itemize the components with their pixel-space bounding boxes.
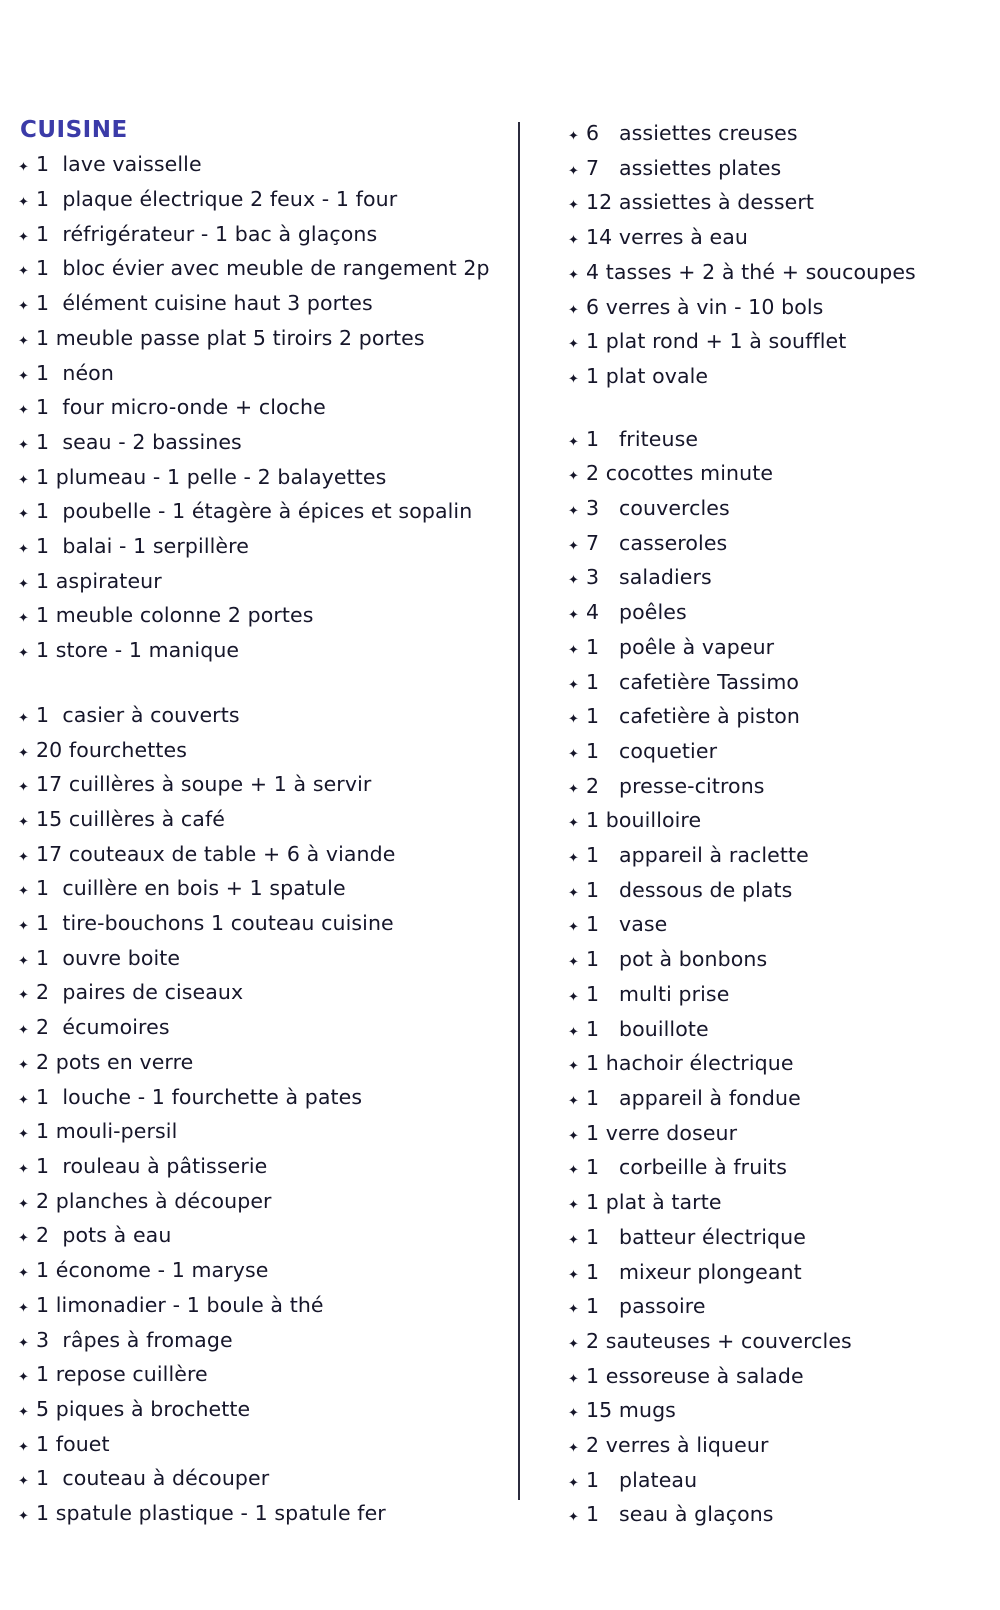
list-item-label: 1 plat à tarte <box>586 1190 722 1215</box>
bullet-icon: ✦ <box>18 229 29 245</box>
list-item <box>18 769 512 804</box>
list-item <box>568 875 992 910</box>
list-item <box>568 1361 992 1396</box>
list-item <box>568 1395 992 1430</box>
list-item-label: 1 store - 1 manique <box>36 638 240 663</box>
bullet-icon: ✦ <box>568 434 579 450</box>
list-item <box>568 118 992 153</box>
list-item-label: 1 plat rond + 1 à soufflet <box>586 329 847 354</box>
list-item-label: 1 vase <box>586 912 668 937</box>
bullet-icon: ✦ <box>18 1127 29 1143</box>
list-item-label: 3 saladiers <box>586 565 712 590</box>
list-item <box>18 1220 512 1255</box>
list-item-label: 1 poubelle - 1 étagère à épices et sopalin <box>36 499 473 524</box>
list-item <box>568 292 992 327</box>
list-item <box>568 1118 992 1153</box>
list-item-label: 1 économe - 1 maryse <box>36 1258 269 1283</box>
bullet-icon: ✦ <box>568 163 579 179</box>
list-item-label: 1 élément cuisine haut 3 portes <box>36 291 373 316</box>
list-item <box>568 1152 992 1187</box>
list-item-label: 14 verres à eau <box>586 225 748 250</box>
list-item <box>568 1430 992 1465</box>
bullet-icon: ✦ <box>18 1092 29 1108</box>
list-item <box>18 1498 512 1533</box>
list-item-label: 1 plaque électrique 2 feux - 1 four <box>36 187 398 211</box>
bullet-icon: ✦ <box>18 264 29 280</box>
list-item-label: 1 friteuse <box>586 426 699 451</box>
bullet-icon: ✦ <box>18 195 29 210</box>
list-item-label: 1 seau - 2 bassines <box>36 429 242 454</box>
list-item-label: 2 sauteuses + couvercles <box>586 1328 852 1353</box>
list-item-label: 1 bouilloire <box>586 808 702 833</box>
inventory-columns <box>0 118 1000 1534</box>
bullet-icon: ✦ <box>568 989 579 1005</box>
list-item <box>568 979 992 1014</box>
list-item-label: 1 meuble passe plat 5 tiroirs 2 portes <box>36 325 425 350</box>
bullet-icon: ✦ <box>18 1196 29 1212</box>
bullet-icon: ✦ <box>568 642 579 658</box>
list-item-label: 1 tire-bouchons 1 couteau cuisine <box>36 911 394 936</box>
list-item-label: 2 paires de ciseaux <box>36 980 244 1005</box>
bullet-icon: ✦ <box>18 611 29 627</box>
bullet-icon: ✦ <box>568 371 579 387</box>
bullet-icon: ✦ <box>568 885 579 901</box>
bullet-icon: ✦ <box>18 160 29 176</box>
list-item-label: 1 seau à glaçons <box>586 1502 774 1527</box>
list-item <box>18 1394 512 1429</box>
list-item-label: 2 cocottes minute <box>586 461 774 486</box>
list-item-label: 1 hachoir électrique <box>586 1051 794 1076</box>
list-item-label: 1 fouet <box>36 1431 110 1456</box>
list-item <box>18 1047 512 1082</box>
bullet-icon: ✦ <box>568 129 579 144</box>
list-item <box>568 153 992 188</box>
list-item-label: 1 plat ovale <box>586 363 709 388</box>
bullet-icon: ✦ <box>568 1441 579 1457</box>
list-item <box>18 288 512 323</box>
list-item <box>568 1465 992 1500</box>
list-item-label: 7 assiettes plates <box>586 155 782 180</box>
list-item-label: 15 cuillères à café <box>36 806 225 831</box>
list-item <box>568 562 992 597</box>
list-item <box>18 1463 512 1498</box>
list-item <box>18 392 512 427</box>
list-item-label: 1 verre doseur <box>586 1120 738 1145</box>
list-item <box>568 222 992 257</box>
list-item-label: 1 multi prise <box>586 981 730 1006</box>
bullet-icon: ✦ <box>568 573 579 589</box>
bullet-icon: ✦ <box>18 780 29 796</box>
list-item <box>18 496 512 531</box>
left-list-group-1 <box>18 149 512 670</box>
list-item <box>18 184 512 219</box>
list-item <box>18 531 512 566</box>
list-item <box>568 701 992 736</box>
list-item-label: 2 presse-citrons <box>586 773 765 798</box>
bullet-icon: ✦ <box>18 814 29 830</box>
list-item-label: 6 assiettes creuses <box>586 121 798 145</box>
bullet-icon: ✦ <box>18 1300 29 1316</box>
bullet-icon: ✦ <box>18 1509 29 1525</box>
bullet-icon: ✦ <box>18 849 29 865</box>
list-item <box>568 805 992 840</box>
list-item <box>568 1257 992 1292</box>
list-item <box>18 804 512 839</box>
list-item <box>568 361 992 396</box>
bullet-icon: ✦ <box>568 851 579 867</box>
list-item-label: 1 spatule plastique - 1 spatule fer <box>36 1501 386 1526</box>
bullet-icon: ✦ <box>568 469 579 485</box>
list-item <box>18 358 512 393</box>
list-item <box>568 424 992 459</box>
list-item <box>18 462 512 497</box>
right-list-group-1 <box>568 118 992 396</box>
bullet-icon: ✦ <box>18 299 29 315</box>
list-item <box>568 632 992 667</box>
list-item-label: 1 plateau <box>586 1467 698 1492</box>
list-item <box>18 1116 512 1151</box>
list-item-label: 3 couvercles <box>586 496 730 521</box>
list-item <box>18 600 512 635</box>
bullet-icon: ✦ <box>18 542 29 558</box>
bullet-icon: ✦ <box>18 333 29 349</box>
bullet-icon: ✦ <box>18 1023 29 1039</box>
list-item-label: 1 ouvre boite <box>36 945 181 970</box>
bullet-icon: ✦ <box>18 403 29 419</box>
bullet-icon: ✦ <box>18 988 29 1004</box>
list-item <box>568 771 992 806</box>
list-item <box>568 1014 992 1049</box>
list-item-label: 1 cafetière à piston <box>586 704 800 729</box>
list-item-label: 2 écumoires <box>36 1015 170 1040</box>
bullet-icon: ✦ <box>568 1024 579 1040</box>
list-item <box>18 219 512 254</box>
list-item <box>568 667 992 702</box>
list-item-label: 1 four micro-onde + cloche <box>36 395 326 420</box>
bullet-icon: ✦ <box>568 1163 579 1179</box>
bullet-icon: ✦ <box>568 198 579 214</box>
list-item <box>18 839 512 874</box>
list-item <box>568 1083 992 1118</box>
bullet-icon: ✦ <box>18 368 29 384</box>
list-item-label: 1 réfrigérateur - 1 bac à glaçons <box>36 221 378 246</box>
list-item-label: 7 casseroles <box>586 530 728 555</box>
list-item <box>568 1048 992 1083</box>
list-item <box>18 1290 512 1325</box>
list-item-label: 1 limonadier - 1 boule à thé <box>36 1292 324 1317</box>
list-item-label: 1 bloc évier avec meuble de rangement 2p <box>36 256 490 281</box>
list-item-label: 5 piques à brochette <box>36 1396 251 1421</box>
list-item-label: 3 râpes à fromage <box>36 1327 233 1352</box>
list-item-label: 4 tasses + 2 à thé + soucoupes <box>586 259 916 284</box>
list-item <box>18 1082 512 1117</box>
list-item-label: 1 casier à couverts <box>36 702 240 727</box>
list-item <box>568 187 992 222</box>
bullet-icon: ✦ <box>568 1128 579 1144</box>
list-item-label: 1 corbeille à fruits <box>586 1155 788 1180</box>
bullet-icon: ✦ <box>568 504 579 520</box>
page-title: CUISINE <box>20 117 128 143</box>
list-item <box>18 1151 512 1186</box>
bullet-icon: ✦ <box>18 1404 29 1420</box>
bullet-icon: ✦ <box>568 1198 579 1214</box>
bullet-icon: ✦ <box>568 1093 579 1109</box>
bullet-icon: ✦ <box>568 1232 579 1248</box>
list-item-label: 1 néon <box>36 360 114 385</box>
list-item-label: 1 appareil à fondue <box>586 1085 801 1110</box>
bullet-icon: ✦ <box>568 337 579 353</box>
bullet-icon: ✦ <box>18 1057 29 1073</box>
list-item-label: 1 mouli-persil <box>36 1119 178 1144</box>
bullet-icon: ✦ <box>18 884 29 900</box>
list-item <box>18 873 512 908</box>
list-item <box>18 253 512 288</box>
group-spacer <box>568 396 992 424</box>
list-item <box>18 943 512 978</box>
list-item <box>18 149 512 184</box>
list-item-label: 1 balai - 1 serpillère <box>36 534 249 559</box>
list-item <box>18 427 512 462</box>
list-item-label: 1 louche - 1 fourchette à pates <box>36 1084 363 1109</box>
list-item-label: 20 fourchettes <box>36 737 187 762</box>
bullet-icon: ✦ <box>568 608 579 624</box>
list-item <box>568 1222 992 1257</box>
list-item-label: 1 lave vaisselle <box>36 152 202 177</box>
bullet-icon: ✦ <box>568 1336 579 1352</box>
list-item-label: 1 cafetière Tassimo <box>586 669 800 694</box>
bullet-icon: ✦ <box>568 1510 579 1526</box>
list-item-label: 6 verres à vin - 10 bols <box>586 294 824 319</box>
list-item-label: 1 bouillote <box>586 1016 709 1041</box>
list-item <box>18 1429 512 1464</box>
bullet-icon: ✦ <box>568 920 579 936</box>
bullet-icon: ✦ <box>18 472 29 488</box>
bullet-icon: ✦ <box>18 919 29 935</box>
list-item-label: 15 mugs <box>586 1398 676 1423</box>
list-item <box>568 909 992 944</box>
list-item <box>568 1326 992 1361</box>
list-item <box>568 528 992 563</box>
list-item <box>568 1291 992 1326</box>
left-column <box>0 118 520 1533</box>
bullet-icon: ✦ <box>568 1059 579 1075</box>
list-item-label: 1 dessous de plats <box>586 877 793 902</box>
list-item-label: 1 meuble colonne 2 portes <box>36 603 314 628</box>
list-item-label: 1 rouleau à pâtisserie <box>36 1153 268 1178</box>
list-item <box>568 840 992 875</box>
bullet-icon: ✦ <box>18 953 29 969</box>
list-item <box>18 735 512 770</box>
bullet-icon: ✦ <box>568 233 579 249</box>
list-item <box>18 908 512 943</box>
bullet-icon: ✦ <box>18 1439 29 1455</box>
list-item <box>568 458 992 493</box>
list-item <box>568 944 992 979</box>
list-item-label: 1 poêle à vapeur <box>586 634 775 659</box>
list-item <box>18 1325 512 1360</box>
list-item <box>18 635 512 670</box>
bullet-icon: ✦ <box>568 1406 579 1422</box>
bullet-icon: ✦ <box>568 746 579 762</box>
list-item-label: 1 aspirateur <box>36 568 162 593</box>
bullet-icon: ✦ <box>18 1231 29 1247</box>
list-item-label: 1 cuillère en bois + 1 spatule <box>36 876 346 901</box>
list-item-label: 17 cuillères à soupe + 1 à servir <box>36 772 372 797</box>
bullet-icon: ✦ <box>18 646 29 662</box>
list-item-label: 1 repose cuillère <box>36 1362 208 1387</box>
list-item-label: 1 coquetier <box>586 738 718 763</box>
bullet-icon: ✦ <box>568 1267 579 1283</box>
bullet-icon: ✦ <box>568 781 579 797</box>
bullet-icon: ✦ <box>18 576 29 592</box>
list-item <box>18 323 512 358</box>
list-item <box>568 326 992 361</box>
list-item <box>568 493 992 528</box>
list-item <box>18 977 512 1012</box>
bullet-icon: ✦ <box>18 507 29 523</box>
list-item-label: 1 appareil à raclette <box>586 843 809 868</box>
right-column <box>520 118 1000 1534</box>
list-item <box>18 1186 512 1221</box>
list-item <box>18 700 512 735</box>
bullet-icon: ✦ <box>18 1266 29 1282</box>
list-item-label: 1 passoire <box>586 1294 706 1319</box>
list-item-label: 2 pots à eau <box>36 1223 172 1248</box>
list-item-label: 2 pots en verre <box>36 1049 194 1074</box>
bullet-icon: ✦ <box>568 712 579 728</box>
bullet-icon: ✦ <box>568 538 579 554</box>
bullet-icon: ✦ <box>568 1475 579 1491</box>
bullet-icon: ✦ <box>568 1371 579 1387</box>
bullet-icon: ✦ <box>568 267 579 283</box>
list-item-label: 2 verres à liqueur <box>586 1433 769 1458</box>
group-spacer <box>18 670 512 700</box>
list-item-label: 1 pot à bonbons <box>586 947 768 972</box>
bullet-icon: ✦ <box>568 302 579 318</box>
bullet-icon: ✦ <box>18 1474 29 1490</box>
list-item <box>18 566 512 601</box>
list-item-label: 17 couteaux de table + 6 à viande <box>36 841 396 866</box>
bullet-icon: ✦ <box>18 710 29 726</box>
list-item <box>568 1187 992 1222</box>
bullet-icon: ✦ <box>18 1161 29 1177</box>
list-item <box>18 1012 512 1047</box>
bullet-icon: ✦ <box>568 1302 579 1318</box>
bullet-icon: ✦ <box>18 1335 29 1351</box>
list-item <box>568 736 992 771</box>
list-item-label: 1 mixeur plongeant <box>586 1259 802 1284</box>
list-item-label: 12 assiettes à dessert <box>586 190 815 215</box>
right-list-group-2 <box>568 424 992 1535</box>
list-item-label: 1 essoreuse à salade <box>586 1363 804 1388</box>
list-item <box>568 1499 992 1534</box>
bullet-icon: ✦ <box>18 437 29 453</box>
list-item-label: 4 poêles <box>586 600 687 625</box>
left-list-group-2 <box>18 700 512 1533</box>
bullet-icon: ✦ <box>18 745 29 761</box>
list-item <box>568 257 992 292</box>
list-item-label: 1 batteur électrique <box>586 1224 806 1249</box>
list-item-label: 1 couteau à découper <box>36 1466 270 1491</box>
bullet-icon: ✦ <box>568 677 579 693</box>
list-item-label: 1 plumeau - 1 pelle - 2 balayettes <box>36 464 387 489</box>
list-item <box>18 1359 512 1394</box>
list-item <box>568 597 992 632</box>
list-item <box>18 1255 512 1290</box>
bullet-icon: ✦ <box>568 816 579 832</box>
bullet-icon: ✦ <box>568 955 579 971</box>
list-item-label: 2 planches à découper <box>36 1188 272 1213</box>
bullet-icon: ✦ <box>18 1370 29 1386</box>
